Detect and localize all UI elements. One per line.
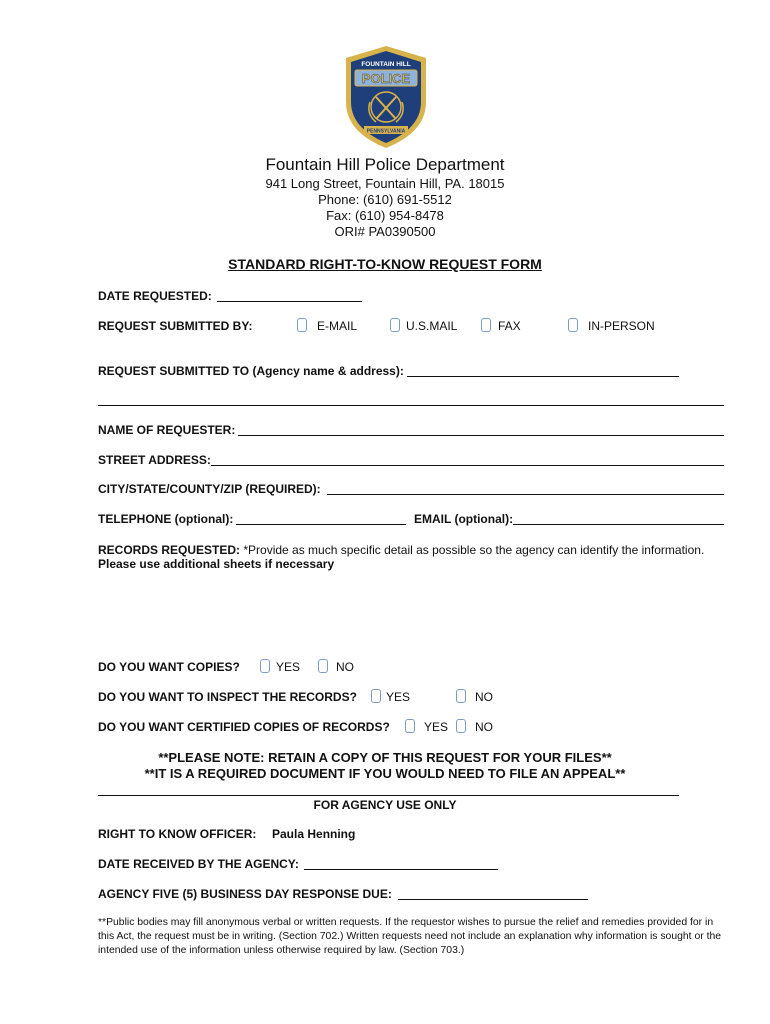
department-ori: ORI# PA0390500 bbox=[334, 224, 436, 239]
email-label: EMAIL (optional): bbox=[414, 512, 514, 526]
records-requested-instructions: *Provide as much specific detail as possible so the agency can identify the information. bbox=[243, 543, 705, 557]
department-name: Fountain Hill Police Department bbox=[265, 155, 505, 174]
submitted-to-field[interactable] bbox=[407, 376, 679, 377]
rtk-officer-name: Paula Henning bbox=[272, 827, 356, 841]
date-received-field[interactable] bbox=[304, 869, 498, 870]
certified-question: DO YOU WANT CERTIFIED COPIES OF RECORDS? bbox=[98, 720, 390, 734]
inspect-yes-label: YES bbox=[386, 690, 411, 704]
street-address-label: STREET ADDRESS: bbox=[98, 453, 211, 467]
telephone-field[interactable] bbox=[236, 524, 406, 525]
certified-yes-label: YES bbox=[424, 720, 449, 734]
copies-yes-label: YES bbox=[276, 660, 301, 674]
email-option-label: E-MAIL bbox=[317, 319, 358, 333]
department-address: 941 Long Street, Fountain Hill, PA. 18015 bbox=[265, 176, 505, 191]
street-address-field[interactable] bbox=[211, 465, 724, 466]
copies-yes-checkbox[interactable] bbox=[260, 659, 270, 673]
agency-use-title: FOR AGENCY USE ONLY bbox=[313, 798, 457, 812]
copies-question: DO YOU WANT COPIES? bbox=[98, 660, 240, 674]
in-person-option-label: IN-PERSON bbox=[588, 319, 655, 333]
in-person-checkbox[interactable] bbox=[568, 318, 578, 332]
date-requested-field[interactable] bbox=[217, 301, 362, 302]
inspect-question: DO YOU WANT TO INSPECT THE RECORDS? bbox=[98, 690, 357, 704]
copies-no-checkbox[interactable] bbox=[318, 659, 328, 673]
requester-name-field[interactable] bbox=[238, 435, 724, 436]
records-requested-label: RECORDS REQUESTED: bbox=[98, 543, 241, 557]
rtk-officer-label: RIGHT TO KNOW OFFICER: bbox=[98, 827, 257, 841]
agency-divider bbox=[98, 795, 679, 796]
department-phone: Phone: (610) 691-5512 bbox=[318, 192, 452, 207]
response-due-field[interactable] bbox=[398, 899, 588, 900]
city-state-zip-label: CITY/STATE/COUNTY/ZIP (REQUIRED): bbox=[98, 482, 321, 496]
email-checkbox[interactable] bbox=[297, 318, 307, 332]
requester-name-label: NAME OF REQUESTER: bbox=[98, 423, 236, 437]
date-received-label: DATE RECEIVED BY THE AGENCY: bbox=[98, 857, 299, 871]
records-requested-area[interactable] bbox=[98, 578, 724, 648]
certified-no-checkbox[interactable] bbox=[456, 719, 466, 733]
telephone-label: TELEPHONE (optional): bbox=[98, 512, 234, 526]
inspect-no-label: NO bbox=[475, 690, 493, 704]
submitted-to-label: REQUEST SUBMITTED TO (Agency name & address): bbox=[98, 364, 404, 378]
email-field[interactable] bbox=[513, 524, 724, 525]
city-state-zip-field[interactable] bbox=[327, 494, 724, 495]
badge-top-text: FOUNTAIN HILL bbox=[361, 61, 411, 68]
certified-no-label: NO bbox=[475, 720, 493, 734]
fax-checkbox[interactable] bbox=[481, 318, 491, 332]
fax-option-label: FAX bbox=[498, 319, 521, 333]
submitted-to-field-line2[interactable] bbox=[98, 405, 724, 406]
form-title: STANDARD RIGHT-TO-KNOW REQUEST FORM bbox=[228, 256, 542, 272]
usmail-checkbox[interactable] bbox=[390, 318, 400, 332]
retain-copy-note: **PLEASE NOTE: RETAIN A COPY OF THIS REQUEST FOR YOUR FILES** bbox=[158, 750, 612, 765]
date-requested-label: DATE REQUESTED: bbox=[98, 289, 212, 303]
department-fax: Fax: (610) 954-8478 bbox=[326, 208, 444, 223]
badge-bottom-text: PENNSYLVANIA bbox=[366, 128, 406, 135]
response-due-label: AGENCY FIVE (5) BUSINESS DAY RESPONSE DUE: bbox=[98, 887, 392, 901]
records-additional-sheets-note: Please use additional sheets if necessary bbox=[98, 557, 335, 571]
inspect-no-checkbox[interactable] bbox=[456, 689, 466, 703]
appeal-note: **IT IS A REQUIRED DOCUMENT IF YOU WOULD NEED TO FILE AN APPEAL** bbox=[144, 766, 626, 781]
police-badge-logo bbox=[340, 44, 432, 150]
inspect-yes-checkbox[interactable] bbox=[371, 689, 381, 703]
usmail-option-label: U.S.MAIL bbox=[406, 319, 458, 333]
records-requested bbox=[98, 543, 704, 557]
badge-main-text: POLICE bbox=[361, 71, 411, 86]
footnote: **Public bodies may fill anonymous verbal or written requests. If the requestor wishes to pursue the relief and remedies provided for in this Act, the request must be in writing. (Section 702.) Written requests need not include an explanation why information is sought or the intended use of the information unless otherwise required by law. (Section 703.) bbox=[98, 917, 722, 956]
submitted-by-label: REQUEST SUBMITTED BY: bbox=[98, 319, 253, 333]
copies-no-label: NO bbox=[336, 660, 354, 674]
certified-yes-checkbox[interactable] bbox=[405, 719, 415, 733]
